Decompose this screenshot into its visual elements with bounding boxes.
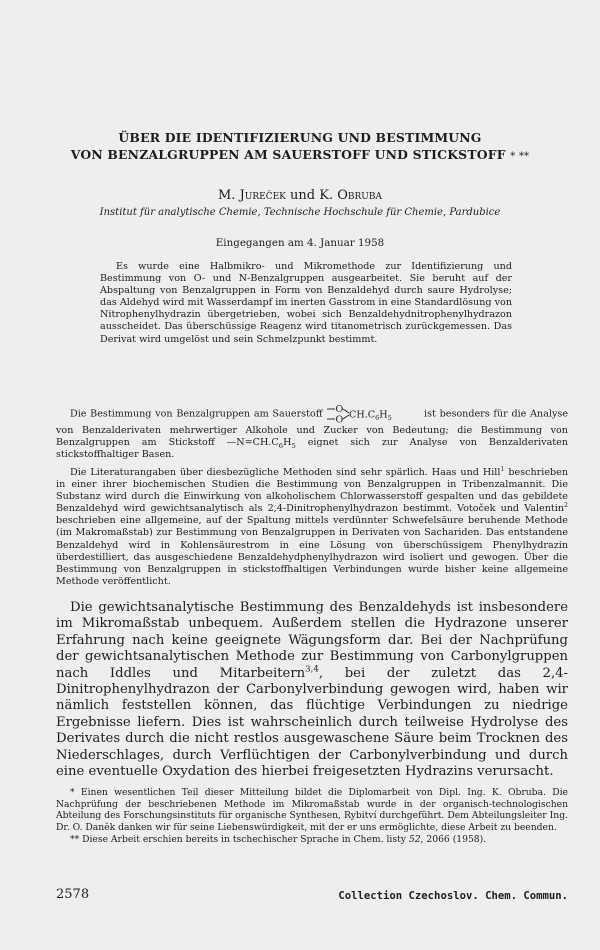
- paragraph-2-part-b: beschrieben in einer ihrer biochemischen Studien die Bestimmung von Benzalgruppen in Tribenzalmannit. Die Substanz wird durch die Einwirkung von alkoholischem Chlorwasserstoff gespalten und das gebildete Benzaldehyd wird gewichtsanalytisch als 2,4-Dinitrophenylhydrazon bestimmt. Votoček und Valentin: [56, 467, 568, 515]
- page-number: 2578: [56, 887, 90, 902]
- paragraph-1-part-a: Die Bestimmung von Benzalgruppen am Sauerstoff: [70, 408, 327, 420]
- title-line-1: ÜBER DIE IDENTIFIZIERUNG UND BESTIMMUNG: [118, 130, 482, 145]
- subscript-5: 5: [291, 442, 296, 450]
- paragraph-3-part-b: , bei der zuletzt das 2,4-Dinitrophenylhydrazon der Carbonylverbindung gewogen wird, haben wir nämlich feststellen können, das flüchtige Verbindungen zu niedrige Ergebnisse liefern. Dies ist wahrscheinlich durch teilweise Hydrolyse des Derivates durch die nicht restlos ausgewaschene Säure beim Trocknen des Niederschlages, durch Verflüchtigen der Carbonylverbindung und durch eine eventuelle Oxydation des hierbei freigesetzten Hydrazins verursacht.: [56, 665, 568, 780]
- article-title: [40, 129, 560, 165]
- paragraph-2-text: [56, 467, 568, 588]
- chem-subscript-5: 5: [387, 414, 393, 422]
- reference-1: 1: [500, 465, 505, 473]
- benzylidene-acetal-structure: [326, 403, 420, 425]
- author-1-name: Jureček: [239, 188, 286, 203]
- footnotes: [56, 787, 568, 846]
- paragraph-1: [56, 403, 568, 461]
- footnote-2-part-b: , 2066 (1958).: [420, 833, 487, 845]
- paragraph-3-part-a: Die gewichtsanalytische Bestimmung des Benzaldehyds ist insbesondere im Mikromaßstab unbequem. Außerdem stellen die Hydrazone unserer Erfahrung nach keine geeignete Wägungsform dar. Bei der Nachprüfung der gewichtsanalytischen Methode zur Bestimmung von Carbonylgruppen nach Iddles und Mitarbeitern: [56, 600, 568, 681]
- chem-oxygen-bottom: O: [335, 414, 344, 425]
- paragraph-1-part-c: eignet sich zur Analyse von Benzalderivaten stickstoffhaltiger Basen.: [56, 437, 569, 461]
- abstract-text: Es wurde eine Halbmikro- und Mikromethode zur Identifizierung und Bestimmung von O- und N-Benzalgruppen ausgearbeitet. Sie beruht auf der Abspaltung von Benzalgruppen in Form von Benzaldehyd durch saure Hydrolyse; das Aldehyd wird mit Wasserdampf im inerten Gasstrom in eine Standardlösung von Nitrophenylhydrazin übergetrieben, wobei sich Benzaldehydnitrophenylhydrazon ausscheidet. Das überschüssige Reagenz wird titanometrisch zurückgemessen. Das Derivat wird umgelöst und sein Schmelzpunkt bestimmt.: [100, 261, 512, 345]
- footnote-2-volume: 52: [408, 833, 421, 845]
- svg-text:CH.C6H5: [349, 410, 392, 423]
- footnote-1: * Einen wesentlichen Teil dieser Mitteilung bildet die Diplomarbeit von Dipl. Ing. K. Obruba. Die Nachprüfung der beschriebenen Methode im Mikromaßstab wurde in der organisch-technologischen Abteilung des Forschungsinstituts für organische Synthesen, Rybitví durchgeführt. Dem Abteilungsleiter Ing. Dr. O. Danĕk danken wir für seine Liebenswürdigkeit, mit der er uns ermöglichte, diese Arbeit zu beenden.: [56, 787, 568, 834]
- paragraph-2: [56, 467, 568, 588]
- institute: Institut für analytische Chemie, Technische Hochschule für Chemie, Pardubice: [99, 207, 501, 218]
- paragraph-3-text: [56, 600, 568, 780]
- authors-conjunction: und: [285, 188, 320, 203]
- reference-2: 2: [564, 502, 568, 510]
- paragraph-2-part-c: beschrieben eine allgemeine, auf der Spaltung mittels verdünnter Schwefelsäure beruhende Methode (im Makromaßstab) zur Bestimmung von Benzalgruppen in Derivaten von Sachariden. Das entstandene Benzaldehyd wird in Kohlensäurestrom in eine Lösung von überschüssigem Phenylhydrazin überdestilliert, das ausgeschiedene Benzaldehydphenylhydrazon wird isoliert und gewogen. Über die Bestimmung von Benzalgruppen in stickstoffhaltigen Verbindungen wurde bisher keine allgemeine Methode veröffentlicht.: [56, 515, 568, 587]
- title-line-2: [40, 146, 560, 165]
- paragraph-2-part-a: Die Literaturangaben über diesbezügliche Methoden sind sehr spärlich. Haas und Hill: [70, 467, 501, 478]
- paragraph-3: [56, 600, 568, 780]
- chem-group: CH.C: [349, 409, 376, 421]
- chem-hydrogen: H: [379, 409, 388, 421]
- journal-name: Collection Czechoslov. Chem. Commun.: [338, 890, 568, 902]
- chem-subscript-6: 6: [375, 414, 380, 422]
- paragraph-1-part-b: ist besonders für die Analyse von Benzalderivaten mehrwertiger Alkohole und Zucker von Bedeutung; die Bestimmung von Benzalgruppen am Stickstoff —N=CH.C: [56, 408, 569, 449]
- abstract: [100, 261, 512, 346]
- paragraph-1-text: [56, 403, 568, 461]
- authors: [0, 188, 600, 204]
- formula-h: H: [283, 437, 292, 449]
- footnote-2: [56, 834, 568, 846]
- subscript-6: 6: [278, 442, 284, 450]
- title-footnote-marks: * **: [510, 151, 530, 162]
- author-2-name: Obruba: [337, 188, 382, 203]
- received-date: Eingegangen am 4. Januar 1958: [215, 237, 385, 249]
- chem-oxygen-top: O: [335, 404, 344, 415]
- footnote-2-part-a: ** Diese Arbeit erschien bereits in tschechischer Sprache in Chem. listy: [70, 833, 409, 845]
- author-2-initial: K.: [319, 188, 338, 203]
- reference-3-4: 3,4: [305, 664, 319, 675]
- benzylidene-acetal-formula: [326, 403, 420, 425]
- title-line-2-text: VON BENZALGRUPPEN AM SAUERSTOFF UND STICKSTOFF: [70, 147, 506, 162]
- author-1-initial: M.: [218, 188, 240, 203]
